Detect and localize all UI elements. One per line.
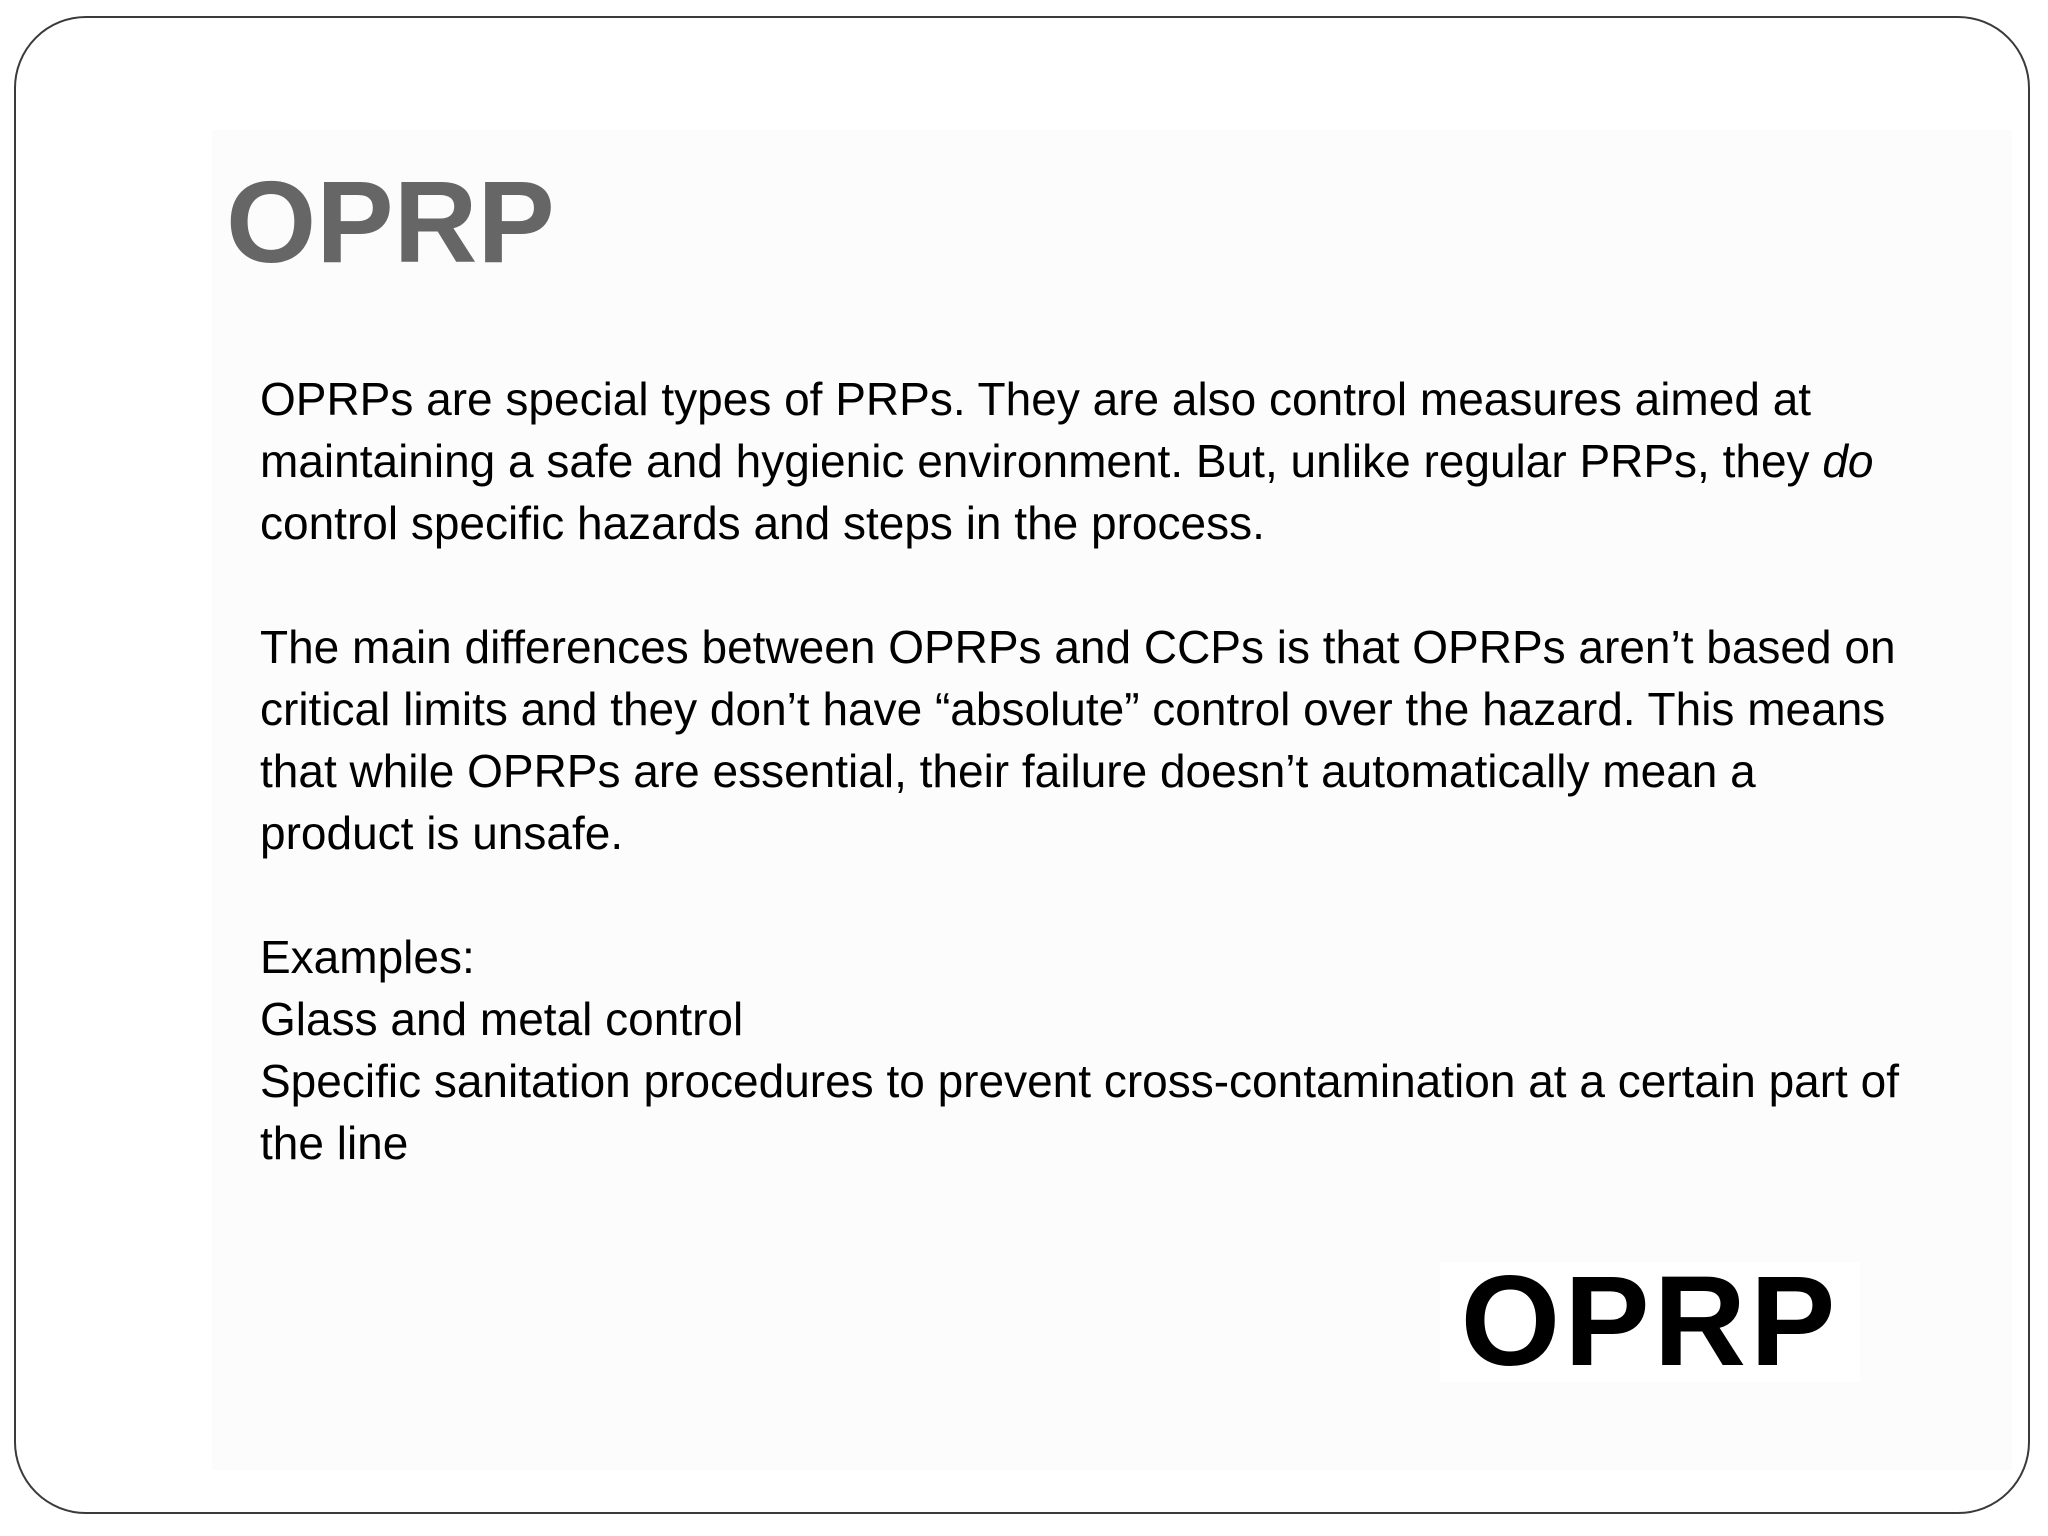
examples-heading: Examples: [260,931,475,983]
paragraph-oprp-definition [260,368,1920,554]
paragraph-text: control specific hazards and steps in the process. [260,497,1265,549]
paragraph-text: OPRPs are special types of PRPs. They are also control measures aimed at maintaining a safe and hygienic environment. But, unlike regular PRPs, they [260,373,1823,487]
slide-title: OPRP [226,157,555,287]
oprp-logo-image: OPRP [1440,1262,1860,1382]
slide-body [260,368,1920,1174]
example-item: Specific sanitation procedures to prevent cross-contamination at a certain part of the line [260,1055,1899,1169]
paragraph-differences: The main differences between OPRPs and CCPs is that OPRPs aren’t based on critical limits and they don’t have “absolute” control over the hazard. This means that while OPRPs are essential, their failure doesn’t automatically mean a product is unsafe. [260,621,1896,859]
spacer [260,554,1920,616]
example-item: Glass and metal control [260,993,744,1045]
emphasis-text: do [1822,435,1874,487]
spacer [260,864,1920,926]
